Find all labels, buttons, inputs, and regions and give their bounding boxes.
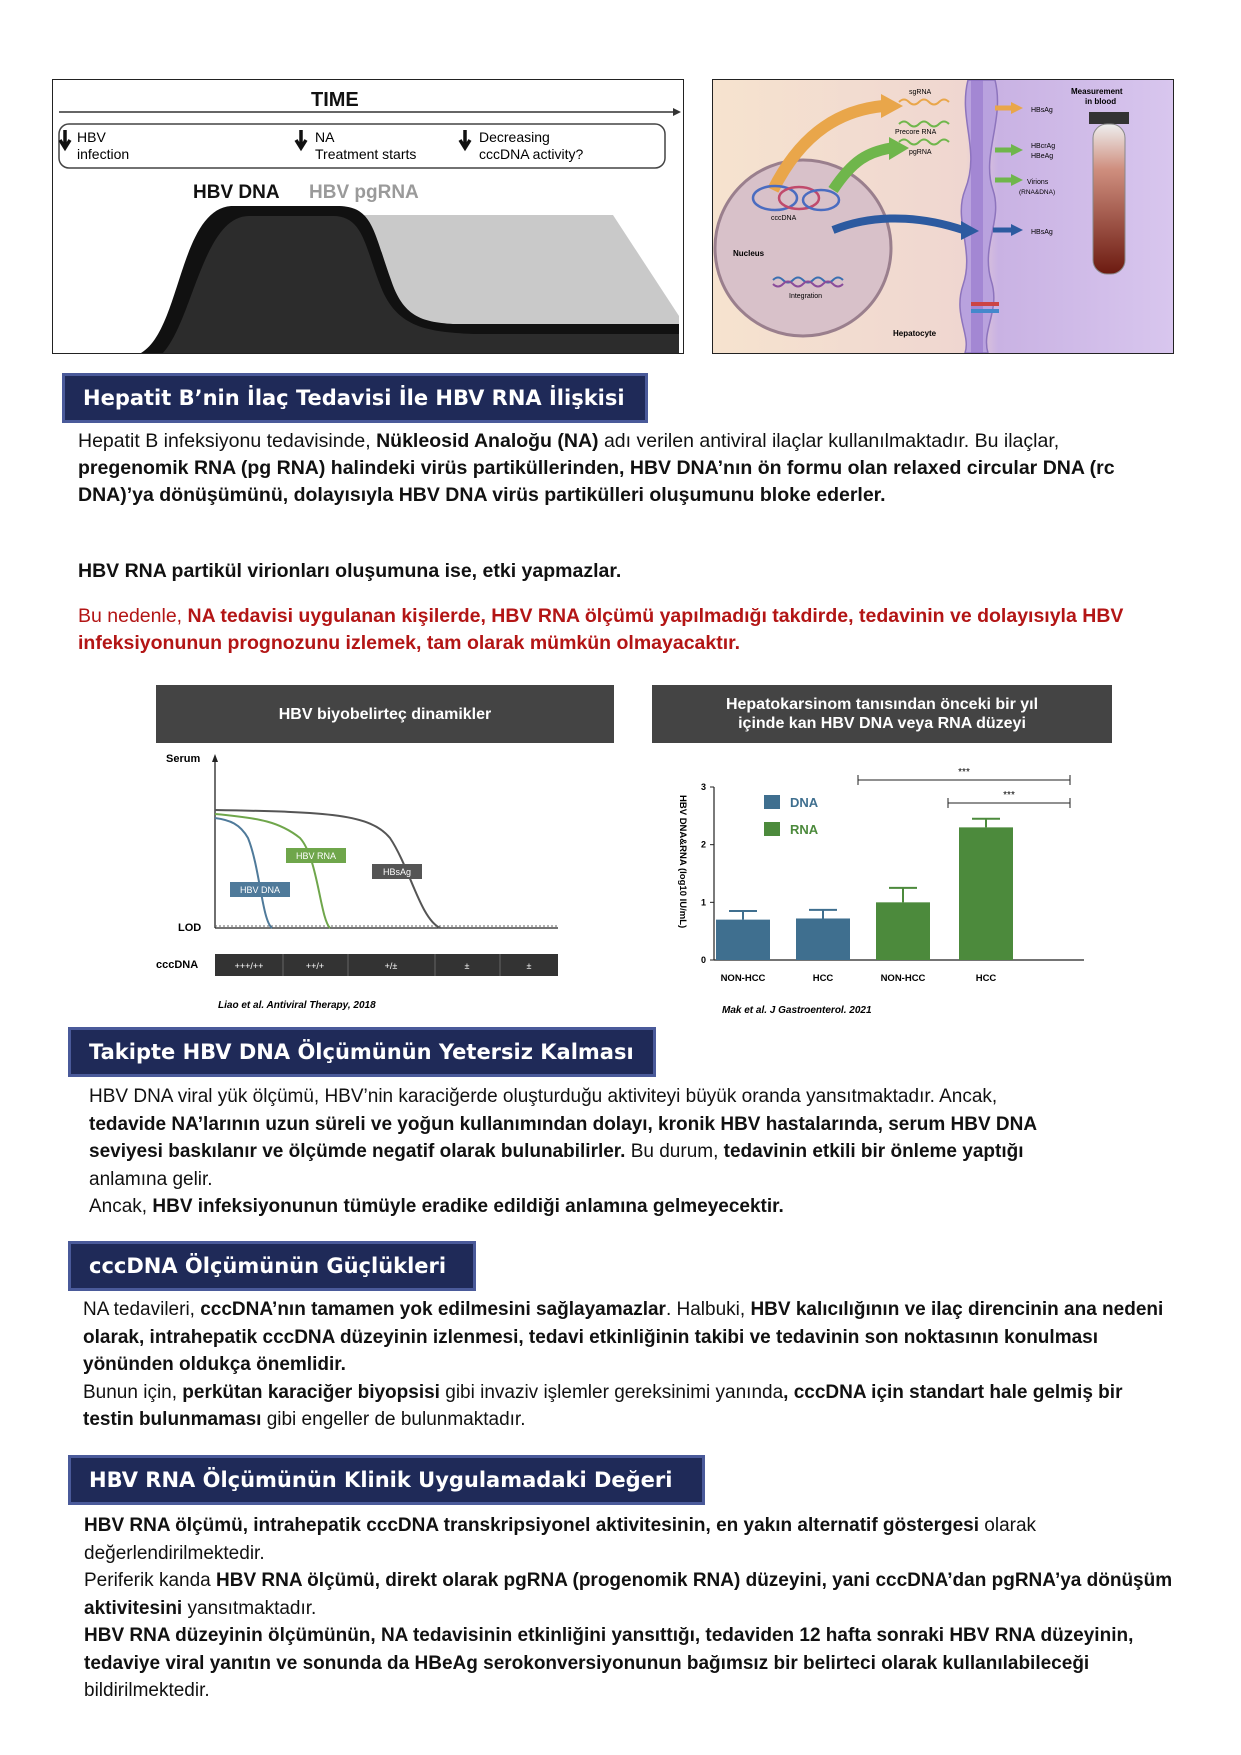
text: Bu nedenle, bbox=[78, 605, 188, 627]
legend-rna-swatch bbox=[764, 822, 780, 836]
text: yansıtmaktadır. bbox=[182, 1597, 317, 1619]
hcc-bar-chart bbox=[660, 755, 1110, 1017]
text: NA tedavileri, bbox=[83, 1299, 201, 1320]
cccdna-level: ++/+ bbox=[305, 961, 325, 971]
significance-label-2: *** bbox=[1003, 790, 1015, 801]
event-cccdna-line2: cccDNA activity? bbox=[479, 146, 584, 162]
label-hbsag: HBsAg bbox=[382, 867, 412, 877]
bar-non-hcc-dna bbox=[716, 920, 770, 960]
cccdna-level: ± bbox=[464, 961, 470, 971]
significance-label-1: *** bbox=[958, 767, 970, 778]
hbsag-label: HBsAg bbox=[1031, 107, 1053, 114]
cccdna-level: +/± bbox=[384, 961, 398, 971]
text: Bunun için, bbox=[83, 1381, 183, 1403]
precore-rna-label: Precore RNA bbox=[895, 129, 937, 136]
text-bold: tedavide NA’larının uzun süreli ve yoğun kullanımından dolayı, kronik HBV hastalarında, serum HBV DNA seviyesi baskılanır ve ölçümde negatif olarak bulunabilirler. bbox=[89, 1113, 1037, 1162]
text: Ancak, bbox=[89, 1196, 153, 1217]
pgrna-label: pgRNA bbox=[909, 149, 932, 156]
text: anlamına gelir. bbox=[89, 1168, 213, 1190]
text: Hepatit B infeksiyonu tedavisinde, bbox=[78, 430, 377, 452]
cccdna-label: cccDNA bbox=[771, 215, 797, 222]
x-tick-label: NON-HCC bbox=[720, 973, 766, 984]
bar-hcc-dna bbox=[796, 918, 850, 960]
section2-paragraph bbox=[89, 1083, 1069, 1221]
text: adı verilen antiviral ilaçlar kullanılmaktadır. Bu ilaçlar, bbox=[598, 430, 1060, 452]
error-bar bbox=[729, 911, 757, 920]
section-header-treatment: Hepatit B’nin İlaç Tedavisi İle HBV RNA İlişkisi bbox=[62, 373, 648, 423]
sgrna-label: sgRNA bbox=[909, 89, 932, 96]
error-bar bbox=[809, 910, 837, 919]
down-arrow-icon bbox=[60, 130, 70, 148]
section-header-cccdna: cccDNA Ölçümünün Güçlükleri bbox=[68, 1241, 476, 1291]
chart1-title: HBV biyobelirteç dinamikler bbox=[156, 685, 614, 743]
x-tick-label: NON-HCC bbox=[880, 973, 926, 984]
hbsag-label-2: HBsAg bbox=[1031, 229, 1053, 236]
virions-sub-label: (RNA&DNA) bbox=[1019, 189, 1056, 196]
hbv-timeline-figure bbox=[52, 79, 684, 354]
hbcrag-label: HBcrAg bbox=[1031, 143, 1056, 150]
y-axis-label: HBV DNA&RNA (log10 IU/mL) bbox=[677, 795, 688, 929]
event-hbv-infection-line1: HBV bbox=[77, 129, 106, 145]
hbv-dna-label: HBV DNA bbox=[193, 182, 280, 203]
section4-paragraph bbox=[84, 1512, 1174, 1705]
label-hbv-dna: HBV DNA bbox=[239, 885, 281, 895]
text-bold: perkütan karaciğer biyopsisi bbox=[182, 1381, 440, 1403]
text: Periferik kanda bbox=[84, 1570, 217, 1591]
text-bold: NA tedavisi uygulanan kişilerde, HBV RNA ölçümü yapılmadığı takdirde, tedavinin ve dolayısıyla HBV infeksiyonunun prognozunu izlemek, tam olarak mümkün olmayacaktır. bbox=[78, 605, 1124, 654]
text-bold: cccDNA’nın tamamen yok edilmesini sağlayamazlar bbox=[200, 1299, 666, 1320]
lod-label: LOD bbox=[178, 922, 202, 934]
event-hbv-infection-line2: infection bbox=[77, 146, 130, 162]
chart2-title-line1: Hepatokarsinom tanısından önceki bir yıl bbox=[725, 696, 1039, 713]
bar-hcc-rna bbox=[959, 827, 1013, 960]
legend-rna-label: RNA bbox=[790, 822, 819, 837]
down-arrow-icon bbox=[296, 130, 306, 148]
measurement-label-2: in blood bbox=[1085, 97, 1117, 106]
serum-label: Serum bbox=[166, 753, 201, 765]
text: Bu durum, bbox=[625, 1141, 724, 1162]
cccdna-level: ± bbox=[526, 961, 532, 971]
text: . Halbuki, bbox=[665, 1299, 751, 1320]
chart1-source: Liao et al. Antiviral Therapy, 2018 bbox=[218, 1000, 376, 1011]
series-line-hbv-dna bbox=[215, 818, 272, 928]
text-bold: HBV infeksiyonunun tümüyle eradike edildiği anlamına gelmeyecektir. bbox=[152, 1196, 784, 1217]
text-bold: HBV RNA ölçümü, direkt olarak pgRNA (progenomik RNA) düzeyini, yani cccDNA’dan pgRNA’ya dönüşüm aktivitesini bbox=[84, 1570, 1173, 1619]
legend-dna-swatch bbox=[764, 795, 780, 809]
text-bold: HBV kalıcılığının ve ilaç direncinin ana nedeni olarak, intrahepatik cccDNA düzeyinin izlenmesi, tedavi etkinliğinin takibi ve tedavinin son noktasının konulması yönünden oldukça önemlidir. bbox=[83, 1299, 1164, 1375]
text: gibi invaziv işlemler gereksinimi yanında bbox=[439, 1381, 784, 1403]
section1-paragraph1 bbox=[78, 428, 1158, 509]
text-bold: HBV RNA düzeyinin ölçümünün, NA tedavisinin etkinliğini yansıttığı, tedaviden 12 hafta sonraki HBV RNA düzeyinin, tedaviye viral yanıtın ve sonunda da HBeAg serokonversiyonunun bağımsız bir belirteci olarak kullanılabileceği bbox=[84, 1625, 1134, 1674]
chart2-title-line2: içinde kan HBV DNA veya RNA düzeyi bbox=[738, 715, 1026, 732]
label-hbv-rna: HBV RNA bbox=[295, 851, 337, 861]
section-header-rna-value: HBV RNA Ölçümünün Klinik Uygulamadaki Değeri bbox=[68, 1455, 705, 1505]
hepatocyte-label: Hepatocyte bbox=[893, 329, 937, 338]
y-tick-label: 2 bbox=[700, 839, 706, 850]
x-tick-label: HCC bbox=[975, 973, 997, 984]
section1-paragraph2: HBV RNA partikül virionları oluşumuna ise, etki yapmazlar. bbox=[78, 560, 622, 582]
blood-tube-icon bbox=[1089, 112, 1129, 124]
section-header-dna-monitoring: Takipte HBV DNA Ölçümünün Yetersiz Kalması bbox=[68, 1027, 656, 1077]
hepatocyte-figure bbox=[712, 79, 1174, 354]
section1-paragraph3 bbox=[78, 603, 1158, 657]
nucleus-label: Nucleus bbox=[733, 249, 765, 258]
legend-dna-label: DNA bbox=[790, 795, 819, 810]
text: gibi engeller de bulunmaktadır. bbox=[261, 1409, 526, 1430]
series-line-hbv-rna bbox=[215, 814, 330, 928]
text: HBV DNA viral yük ölçümü, HBV’nin karaciğerde oluşturduğu aktiviteyi büyük oranda yansıtmaktadır. Ancak, bbox=[89, 1086, 998, 1107]
text: olarak değerlendirilmektedir. bbox=[84, 1515, 1037, 1564]
error-bar bbox=[889, 888, 917, 902]
cccdna-level: +++/++ bbox=[234, 961, 264, 971]
text-bold: , cccDNA için standart hale gelmiş bir testin bulunmaması bbox=[83, 1381, 1123, 1430]
y-tick-label: 1 bbox=[700, 897, 706, 908]
bar-non-hcc-rna bbox=[876, 902, 930, 960]
integration-label: Integration bbox=[789, 293, 823, 300]
text-bold: tedavinin etkili bir önleme yaptığı bbox=[723, 1141, 1024, 1162]
text-bold: HBV RNA ölçümü, intrahepatik cccDNA transkripsiyonel aktivitesinin, en yakın alternatif göstergesi bbox=[84, 1515, 980, 1536]
event-na-line1: NA bbox=[315, 129, 335, 145]
text-bold: pregenomik RNA (pg RNA) halindeki virüs partiküllerinden, HBV DNA’nın ön formu olan relaxed circular DNA (rc DNA)’ya dönüşümünü, dolayısıyla HBV DNA virüs partikülleri oluşumunu bloke ederler. bbox=[78, 457, 1115, 506]
y-tick-label: 3 bbox=[700, 782, 706, 792]
na-term: Nükleosid Analoğu (NA) bbox=[376, 430, 599, 452]
text: bildirilmektedir. bbox=[84, 1680, 210, 1701]
chart2-title bbox=[652, 685, 1112, 743]
cccdna-row-label: cccDNA bbox=[156, 959, 199, 971]
time-label: TIME bbox=[311, 89, 359, 111]
section3-paragraph bbox=[83, 1296, 1173, 1434]
error-bar bbox=[972, 819, 1000, 828]
virions-label: Virions bbox=[1027, 179, 1049, 186]
y-tick-label: 0 bbox=[700, 955, 706, 965]
biomarker-dynamics-chart bbox=[150, 748, 620, 1013]
measurement-label: Measurement bbox=[1071, 87, 1123, 96]
hbv-pgrna-label: HBV pgRNA bbox=[309, 182, 419, 203]
down-arrow-icon bbox=[460, 130, 470, 148]
event-na-line2: Treatment starts bbox=[315, 146, 417, 162]
x-tick-label: HCC bbox=[812, 973, 834, 984]
hbeag-label: HBeAg bbox=[1031, 153, 1054, 160]
event-cccdna-line1: Decreasing bbox=[479, 129, 550, 145]
chart2-source: Mak et al. J Gastroenterol. 2021 bbox=[722, 1005, 872, 1016]
